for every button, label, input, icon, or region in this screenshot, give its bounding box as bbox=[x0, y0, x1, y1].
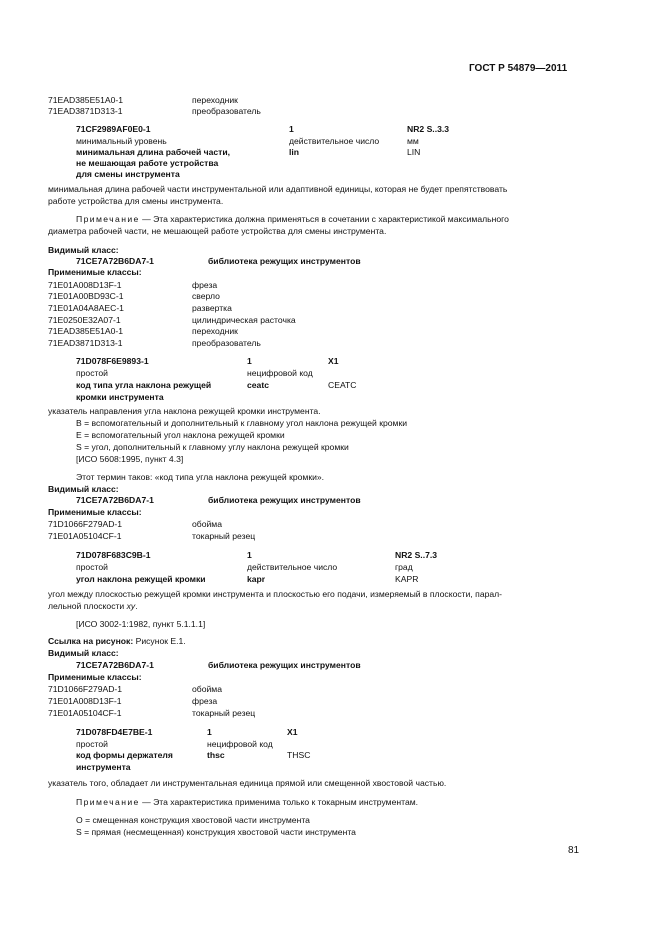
applicable-classes-label: Применимые классы: bbox=[48, 672, 142, 682]
figure-label: Ссылка на рисунок: bbox=[48, 636, 134, 646]
property-data-type: действительное число bbox=[247, 562, 338, 572]
property-code: KAPR bbox=[395, 574, 419, 584]
class-name: переходник bbox=[192, 95, 238, 105]
note-text: — Эта характеристика применима только к токарным инструментам. bbox=[139, 797, 419, 807]
class-name: фреза bbox=[192, 696, 218, 706]
property-code: LIN bbox=[407, 147, 421, 157]
definition-text: указатель того, обладает ли инструментальная единица прямой или смещенной хвостовой частью. bbox=[48, 778, 447, 788]
note-line bbox=[76, 214, 509, 224]
class-name: фреза bbox=[192, 280, 218, 290]
definition-text: минимальная длина рабочей части инструментальной или адаптивной единицы, которая не будет препятствовать bbox=[48, 184, 508, 194]
class-name: преобразователь bbox=[192, 106, 261, 116]
applicable-classes-label: Применимые классы: bbox=[48, 267, 142, 277]
property-code: THSC bbox=[287, 750, 311, 760]
property-data-type: нецифровой код bbox=[247, 368, 313, 378]
class-name: переходник bbox=[192, 326, 238, 336]
property-unit: мм bbox=[407, 136, 419, 146]
page-number: 81 bbox=[568, 845, 580, 856]
property-name: угол наклона режущей кромки bbox=[76, 574, 206, 584]
class-code: 71E01A00BD93C-1 bbox=[48, 291, 124, 301]
class-name: преобразователь bbox=[192, 338, 261, 348]
property-version: 1 bbox=[247, 550, 252, 560]
visible-class-label: Видимый класс: bbox=[48, 245, 119, 255]
property-symbol: kapr bbox=[247, 574, 266, 584]
property-format: NR2 S..3.3 bbox=[407, 124, 450, 134]
value-line: E = вспомогательный угол наклона режущей кромки bbox=[76, 430, 285, 440]
class-code: 71E01A05104CF-1 bbox=[48, 708, 122, 718]
value-line: S = угол, дополнительный к главному углу наклона режущей кромки bbox=[76, 442, 349, 452]
class-name: токарный резец bbox=[192, 531, 256, 541]
value-line: O = смещенная конструкция хвостовой части инструмента bbox=[76, 815, 310, 825]
property-data-type: нецифровой код bbox=[207, 739, 273, 749]
figure-value: Рисунок Е.1. bbox=[135, 636, 186, 646]
property-id: 71D078FD4E7BE-1 bbox=[76, 727, 153, 737]
property-level: простой bbox=[76, 562, 108, 572]
value-line: B = вспомогательный и дополнительный к главному угол наклона режущей кромки bbox=[76, 418, 408, 428]
class-code: 71EAD3871D313-1 bbox=[48, 338, 123, 348]
visible-class-id: 71CE7A72B6DA7-1 bbox=[76, 495, 154, 505]
property-version: 1 bbox=[247, 356, 252, 366]
reference: [ИСО 3002-1:1982, пункт 5.1.1.1] bbox=[76, 619, 206, 629]
visible-class-name: библиотека режущих инструментов bbox=[208, 660, 361, 670]
class-code: 71EAD385E51A0-1 bbox=[48, 326, 124, 336]
definition-part: лельной плоскости bbox=[48, 601, 127, 611]
property-id: 71CF2989AF0E0-1 bbox=[76, 124, 151, 134]
definition-text bbox=[48, 601, 138, 611]
class-name: развертка bbox=[192, 303, 232, 313]
property-format: X1 bbox=[287, 727, 298, 737]
property-id: 71D078F683C9B-1 bbox=[76, 550, 151, 560]
applicable-classes-label: Применимые классы: bbox=[48, 507, 142, 517]
property-name: для смены инструмента bbox=[76, 169, 180, 179]
visible-class-id: 71CE7A72B6DA7-1 bbox=[76, 660, 154, 670]
value-line: S = прямая (несмещенная) конструкция хвостовой части инструмента bbox=[76, 827, 356, 837]
definition-part: . bbox=[135, 601, 138, 611]
property-name: код формы держателя bbox=[76, 750, 173, 760]
property-name: код типа угла наклона режущей bbox=[76, 380, 212, 390]
property-level: простой bbox=[76, 739, 108, 749]
property-name: минимальная длина рабочей части, bbox=[76, 147, 231, 157]
visible-class-label: Видимый класс: bbox=[48, 648, 119, 658]
property-name: не мешающая работе устройства bbox=[76, 158, 219, 168]
visible-class-id: 71CE7A72B6DA7-1 bbox=[76, 256, 154, 266]
property-version: 1 bbox=[289, 124, 294, 134]
property-name: инструмента bbox=[76, 762, 131, 772]
property-format: NR2 S..7.3 bbox=[395, 550, 438, 560]
visible-class-name: библиотека режущих инструментов bbox=[208, 495, 361, 505]
property-symbol: thsc bbox=[207, 750, 225, 760]
class-code: 71D1066F279AD-1 bbox=[48, 519, 123, 529]
property-data-type: действительное число bbox=[289, 136, 380, 146]
property-name: кромки инструмента bbox=[76, 392, 164, 402]
class-code: 71E01A008D13F-1 bbox=[48, 696, 122, 706]
term-note: Этот термин таков: «код типа угла наклона режущей кромки». bbox=[76, 472, 325, 482]
class-name: обойма bbox=[192, 684, 222, 694]
note-text: — Эта характеристика должна применяться в сочетании с характеристикой максимального bbox=[139, 214, 509, 224]
class-name: токарный резец bbox=[192, 708, 256, 718]
class-code: 71EAD3871D313-1 bbox=[48, 106, 123, 116]
class-code: 71E01A008D13F-1 bbox=[48, 280, 122, 290]
definition-text: указатель направления угла наклона режущей кромки инструмента. bbox=[48, 406, 321, 416]
property-symbol: ceatc bbox=[247, 380, 269, 390]
property-level: минимальный уровень bbox=[76, 136, 167, 146]
definition-text: работе устройства для смены инструмента. bbox=[48, 196, 224, 206]
visible-class-label: Видимый класс: bbox=[48, 484, 119, 494]
property-symbol: lin bbox=[289, 147, 300, 157]
property-code: CEATC bbox=[328, 380, 357, 390]
class-code: 71D1066F279AD-1 bbox=[48, 684, 123, 694]
standard-header: ГОСТ Р 54879—2011 bbox=[469, 63, 568, 74]
note-label: Примечание bbox=[76, 797, 140, 807]
property-format: X1 bbox=[328, 356, 339, 366]
note-line bbox=[76, 797, 418, 807]
visible-class-name: библиотека режущих инструментов bbox=[208, 256, 361, 266]
property-level: простой bbox=[76, 368, 108, 378]
class-name: цилиндрическая расточка bbox=[192, 315, 296, 325]
property-unit: град bbox=[395, 562, 413, 572]
definition-text: угол между плоскостью режущей кромки инструмента и плоскостью его подачи, измеряемый в плоскости, парал- bbox=[48, 589, 503, 599]
property-version: 1 bbox=[207, 727, 212, 737]
class-name: обойма bbox=[192, 519, 222, 529]
class-code: 71EAD385E51A0-1 bbox=[48, 95, 124, 105]
note-text: диаметра рабочей части, не мешающей работе устройства для смены инструмента. bbox=[48, 226, 387, 236]
class-name: сверло bbox=[192, 291, 220, 301]
class-code: 71E01A04A8AEC-1 bbox=[48, 303, 124, 313]
definition-variable: xy bbox=[126, 601, 136, 611]
class-code: 71E01A05104CF-1 bbox=[48, 531, 122, 541]
class-code: 71E0250E32A07-1 bbox=[48, 315, 121, 325]
reference: [ИСО 5608:1995, пункт 4.3] bbox=[76, 454, 184, 464]
figure-reference bbox=[48, 636, 186, 646]
property-id: 71D078F6E9893-1 bbox=[76, 356, 149, 366]
note-label: Примечание bbox=[76, 214, 140, 224]
